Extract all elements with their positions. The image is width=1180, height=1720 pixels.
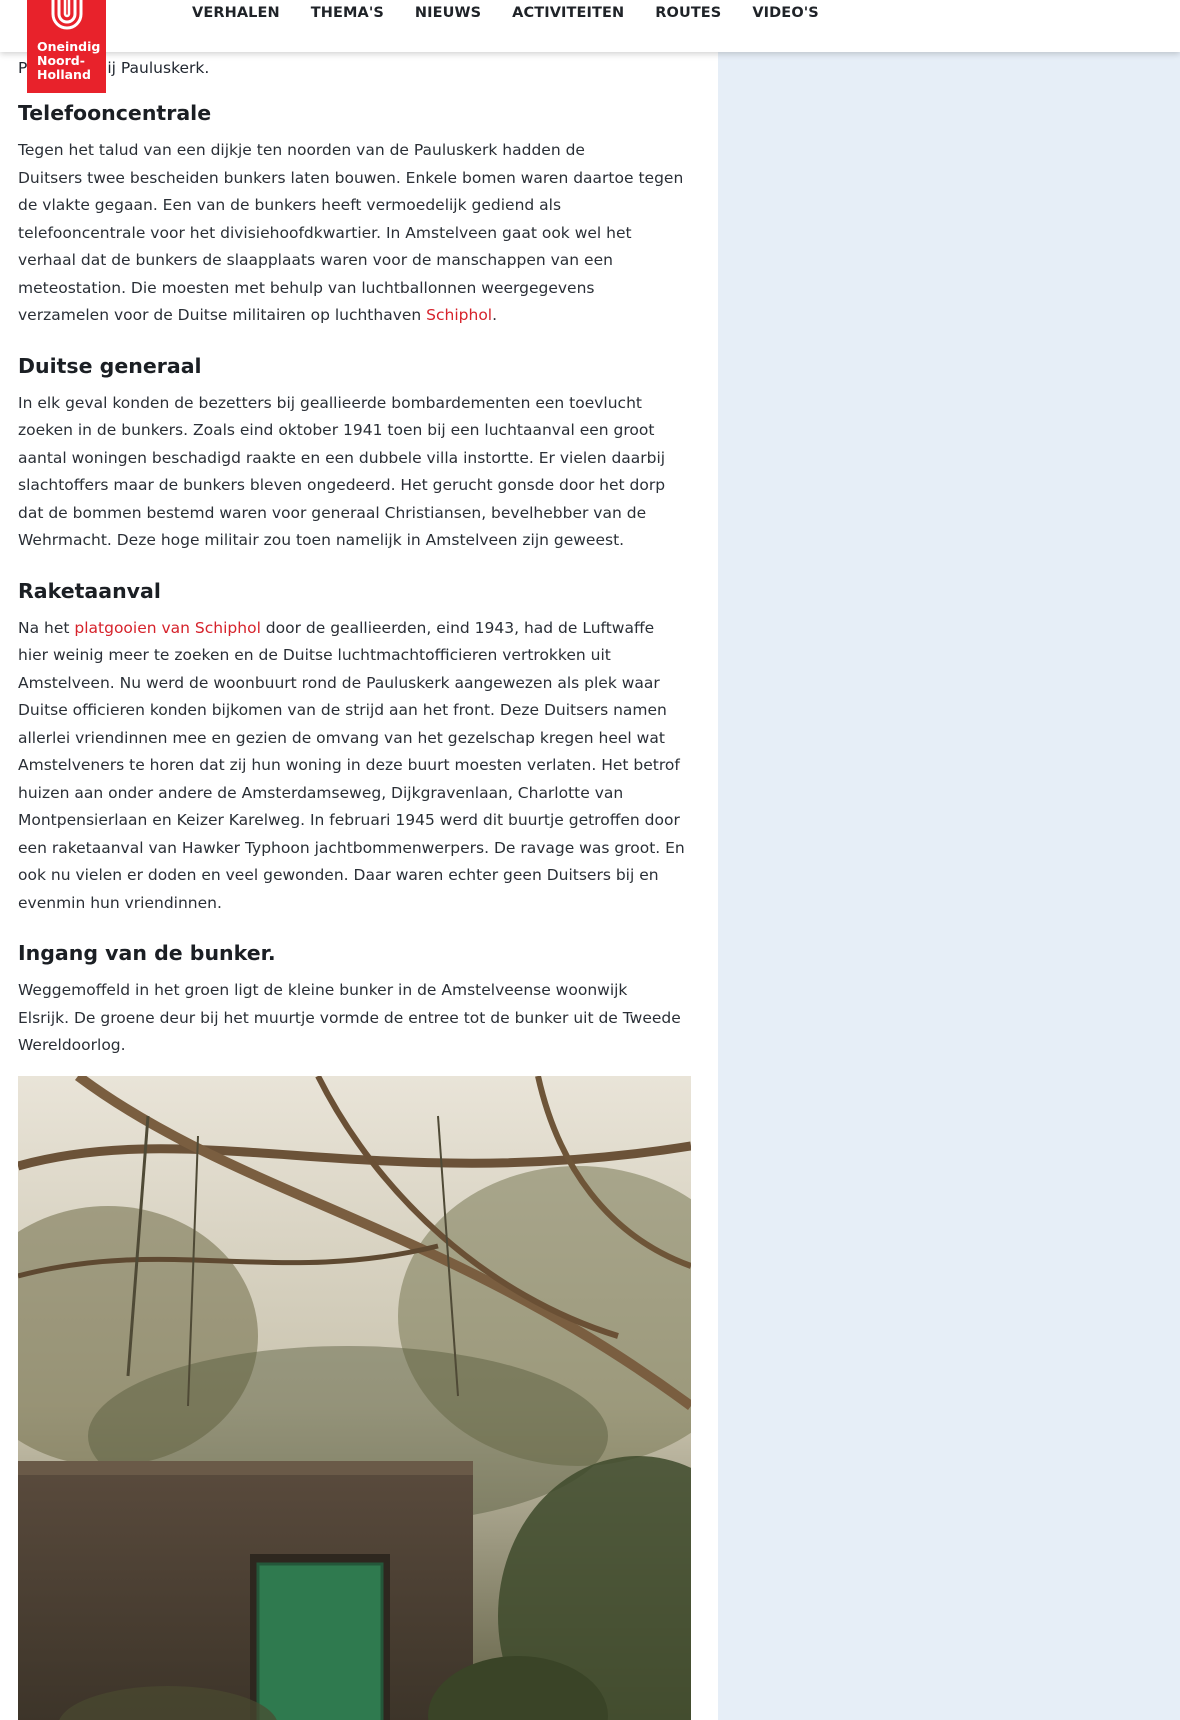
paragraph-raketaanval: Na het platgooien van Schiphol door de geallieerden, eind 1943, had de Luftwaffe hier weinig meer te zoeken en de Duitse luchtmachtofficieren vertrokken uit Amstelveen. Nu werd de woonbuurt rond de Pauluskerk aangewezen als plek waar Duitse officieren konden bijkomen van de strijd aan het front. Deze Duitsers namen allerlei vriendinnen mee en gezien de omvang van het gezelschap kregen heel wat Amstelveners te horen dat zij hun woning in deze buurt moesten verlaten. Het betrof huizen aan onder andere de Amsterdamseweg, Dijkgravenlaan, Charlotte van Montpensierlaan en Keizer Karelweg. In februari 1945 werd dit buurtje getroffen door een raketaanval van Hawker Typhoon jachtbommenwerpers. De ravage was groot. En ook nu vielen er doden en veel gewonden. Daar waren echter geen Duitsers bij en evenmin hun vriendinnen.: [18, 618, 685, 912]
top-navigation: [0, 0, 1180, 52]
link-schiphol[interactable]: Schiphol: [426, 306, 493, 324]
heading-ingang-van-de-bunker: Ingang van de bunker.: [18, 941, 276, 965]
bunker-entrance-image: [18, 1076, 691, 1720]
nav-item-verhalen[interactable]: VERHALEN: [192, 5, 280, 21]
nav-item-activiteiten[interactable]: ACTIVITEITEN: [512, 5, 625, 21]
paragraph-telefooncentrale: Tegen het talud van een dijkje ten noorden van de Pauluskerk hadden de Duitsers twee bescheiden bunkers laten bouwen. Enkele bomen waren daartoe tegen de vlakte gegaan. Een van de bunkers heeft vermoedelijk gediend als telefooncentrale voor het divisiehoofdkwartier. In Amstelveen gaat ook wel het verhaal dat de bunkers de slaapplaats waren voor de manschappen van een meteostation. Die moesten met behulp van luchtballonnen weergegevens verzamelen voor de Duitse militairen op luchthaven Schiphol.: [18, 141, 684, 324]
heading-telefooncentrale: Telefooncentrale: [18, 101, 212, 125]
article-body: [18, 58, 685, 1060]
heading-duitse-generaal: Duitse generaal: [18, 353, 202, 378]
logo-line-2: Noord-: [37, 53, 85, 68]
site-logo[interactable]: [27, 0, 106, 93]
paragraph-ingang-van-de-bunker: Weggemoffeld in het groen ligt de kleine bunker in de Amstelveense woonwijk Elsrijk. De groene deur bij het muurtje vormde de entree tot de bunker uit de Tweede Wereldoorlog.: [18, 981, 681, 1054]
logo-line-3: Holland: [37, 67, 91, 82]
nav-menu: [192, 3, 850, 23]
nav-item-videos[interactable]: VIDEO'S: [752, 5, 819, 21]
logo-mark-icon: [45, 0, 89, 36]
nav-item-themas[interactable]: THEMA'S: [310, 5, 384, 21]
logo-line-1: Oneindig: [37, 39, 101, 54]
logo-wordmark: [29, 40, 100, 82]
paragraph-duitse-generaal: In elk geval konden de bezetters bij geallieerde bombardementen een toevlucht zoeken in de bunkers. Zoals eind oktober 1941 toen bij een luchtaanval een groot aantal woningen beschadigd raakte en een dubbele villa instortte. Er vielen daarbij slachtoffers maar de bunkers bleven ongedeerd. Het gerucht gonsde door het dorp dat de bommen bestemd waren voor generaal Christiansen, bevelhebber van de Wehrmacht. Deze hoge militair zou toen namelijk in Amstelveen zijn geweest.: [18, 393, 666, 549]
right-sidebar: [718, 50, 1180, 1720]
nav-item-nieuws[interactable]: NIEUWS: [414, 5, 482, 21]
heading-raketaanval: Raketaanval: [18, 578, 161, 603]
bunker-photo: [18, 1076, 691, 1720]
link-platgooien-van-schiphol[interactable]: platgooien van Schiphol: [74, 618, 261, 637]
nav-item-routes[interactable]: ROUTES: [655, 5, 722, 21]
image-caption: P ij Pauluskerk.: [18, 59, 210, 77]
